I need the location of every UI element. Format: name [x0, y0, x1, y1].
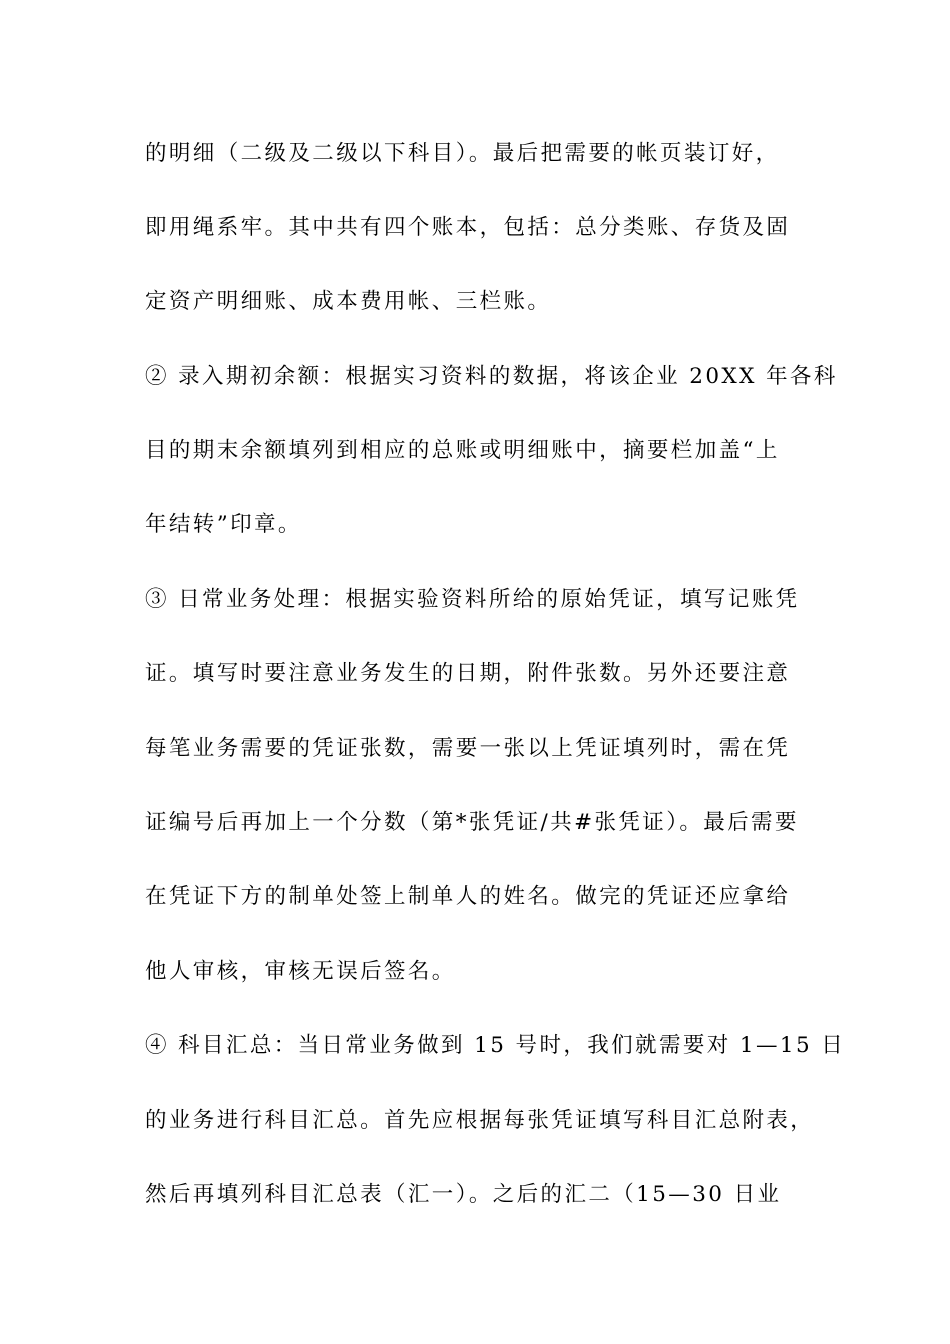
text-line-1: 的明细（二级及二级以下科目）。最后把需要的帐页装订好，	[145, 141, 780, 166]
text-line-13: ④ 科目汇总：当日常业务做到 15 号时，我们就需要对 1—15 日	[145, 1033, 846, 1058]
text-line-3: 定资产明细账、成本费用帐、三栏账。	[145, 289, 552, 314]
text-line-7: ③ 日常业务处理：根据实验资料所给的原始凭证，填写记账凭	[145, 587, 800, 612]
text-line-14: 的业务进行科目汇总。首先应根据每张凭证填写科目汇总附表，	[145, 1108, 815, 1133]
text-line-4: ② 录入期初余额：根据实习资料的数据，将该企业 20XX 年各科	[145, 364, 838, 389]
text-line-2: 即用绳系牢。其中共有四个账本，包括：总分类账、存货及固	[145, 215, 791, 240]
text-line-9: 每笔业务需要的凭证张数，需要一张以上凭证填列时，需在凭	[145, 736, 791, 761]
text-line-11: 在凭证下方的制单处签上制单人的姓名。做完的凭证还应拿给	[145, 884, 791, 909]
text-line-6: 年结转”印章。	[145, 512, 302, 537]
text-line-5: 目的期末余额填列到相应的总账或明细账中，摘要栏加盖“上	[145, 438, 780, 463]
text-line-12: 他人审核，审核无误后签名。	[145, 959, 456, 984]
text-line-15: 然后再填列科目汇总表（汇一）。之后的汇二（15—30 日业	[145, 1182, 782, 1207]
text-line-8: 证。填写时要注意业务发生的日期，附件张数。另外还要注意	[145, 661, 791, 686]
text-line-10: 证编号后再加上一个分数（第*张凭证/共#张凭证）。最后需要	[145, 810, 799, 835]
